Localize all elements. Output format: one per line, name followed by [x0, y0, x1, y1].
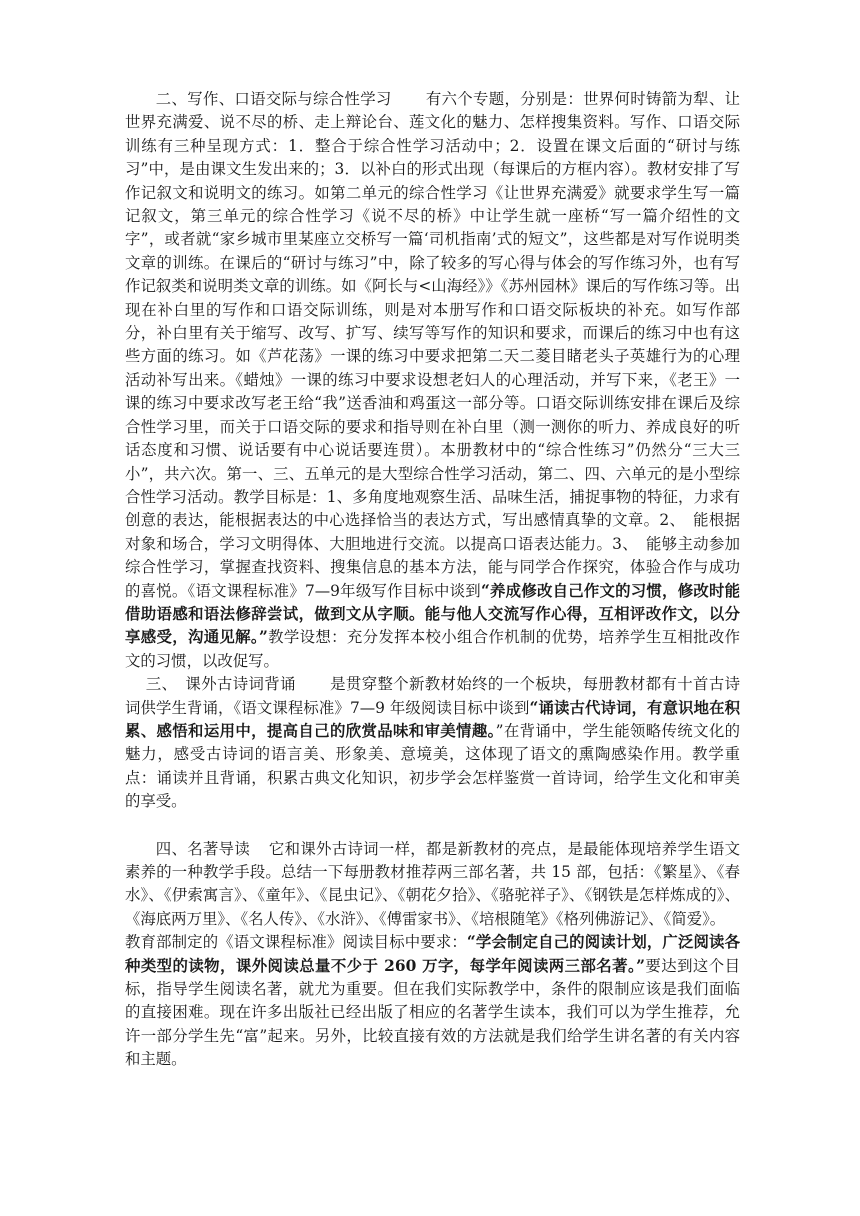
section-2-heading: 二、写作、口语交际与综合性学习: [155, 90, 392, 108]
section-3-after-quote: ”在背诵中，学生能领略传统文化的魅力，感受古诗词的语言美、形象美、意境美，这体现了语文的熏陶感染作用。教学重点：诵读并且背诵，积累古典文化知识，初步学会怎样鉴赏一首诗词，给学生文化和审美的享受。: [125, 721, 740, 811]
document-page: [125, 88, 740, 1072]
section-4-body: 它和课外古诗词一样，都是新教材的亮点，是最能体现培养学生语文素养的一种教学手段。总结一下每册教材推荐两三部名著，共 15 部，包括：《繁星》、《春水》、《伊索寓言》、《童年》、《昆虫记》、《朝花夕拾》、《骆驼祥子》、《钢铁是怎样炼成的》、《海底两万里》、《名人传》、《水浒》、《傅雷家书》、《培根随笔》《格列佛游记》、《简爱》。: [125, 839, 740, 928]
section-2-teaching-idea: 教学设想：充分发挥本校小组合作机制的优势，培养学生互相批改作文的习惯，以改促写。: [125, 628, 740, 670]
section-2-paragraph: [125, 88, 740, 673]
section-4-heading: 四、名著导读: [155, 839, 251, 858]
section-3-body: 是贯穿整个新教材始终的一个板块，每册教材都有十首古诗词供学生背诵，《语文课程标准》7—9 年级阅读目标中谈到: [125, 675, 740, 717]
section-3-standard-quote: “诵读古代诗词，有意识地在积累、感悟和运用中，提高自己的欣赏品味和审美情趣。: [125, 698, 740, 740]
blank-line: [125, 814, 740, 838]
section-4-standard-paragraph: [125, 931, 740, 1071]
section-3-heading: 三、 课外古诗词背诵: [145, 675, 296, 694]
section-3-paragraph: [125, 673, 740, 813]
section-2-standard-quote: “养成修改自己作文的习惯，修改时能借助语感和语法修辞尝试，做到文从字顺。能与他人交流写作心得，互相评改作文，以分享感受，沟通见解。”: [125, 581, 741, 647]
section-4-standard-quote: “学会制定自己的阅读计划，广泛阅读各种类型的读物，课外阅读总量不少于 260 万字，每学年阅读两三部名著。”: [125, 933, 740, 975]
section-2-body: 有六个专题，分别是：世界何时铸箭为犁、让世界充满爱、说不尽的桥、走上辩论台、莲文化的魅力、怎样搜集资料。写作、口语交际训练有三种呈现方式：1．整合于综合性学习活动中；2．设置在课文后面的“研讨与练习”中，是由课文生发出来的；3．以补白的形式出现（每课后的方框内容）。教材安排了写作记叙文和说明文的练习。如第二单元的综合性学习《让世界充满爱》就要求学生写一篇记叙文，第三单元的综合性学习《说不尽的桥》中让学生就一座桥“写一篇介绍性的文字”，或者就“家乡城市里某座立交桥写一篇‘司机指南’式的短文”，这些都是对写作说明类文章的训练。在课后的“研讨与练习”中，除了较多的写心得与体会的写作练习外，也有写作记叙类和说明类文章的训练。如《阿长与<山海经》》《苏州园林》课后的写作练习等。出现在补白里的写作和口语交际训练，则是对本册写作和口语交际板块的补充。如写作部分，补白里有关于缩写、改写、扩写、续写等写作的知识和要求，而课后的练习中也有这些方面的练习。如《芦花荡》一课的练习中要求把第二天二菱目睹老头子英雄行为的心理活动补写出来。《蜡烛》一课的练习中要求设想老妇人的心理活动，并写下来，《老王》一课的练习中要求改写老王给“我”送香油和鸡蛋这一部分等。口语交际训练安排在课后及综合性学习里，而关于口语交际的要求和指导则在补白里（测一测你的听力、养成良好的听话态度和习惯、说话要有中心说话要连贯）。本册教材中的“综合性练习”仍然分“三大三小”，共六次。第一、三、五单元的是大型综合性学习活动，第二、四、六单元的是小型综合性学习活动。教学目标是：1、多角度地观察生活、品味生活，捕捉事物的特征，力求有创意的表达，能根据表达的中心选择恰当的表达方式，写出感情真挚的文章。2、 能根据对象和场合，学习文明得体、大胆地进行交流。以提高口语表达能力。3、 能够主动参加综合性学习，掌握查找资料、搜集信息的基本方法，能与同学合作探究，体验合作与成功的喜悦。《语文课程标准》7—9年级写作目标中谈到: [125, 90, 740, 600]
section-4-paragraph: [125, 838, 740, 932]
section-4-standard-lead: 教育部制定的《语文课程标准》阅读目标中要求：: [125, 933, 467, 952]
section-4-standard-tail: 要达到这个目标，指导学生阅读名著，就尤为重要。但在我们实际教学中，条件的限制应该是我们面临的直接困难。现在许多出版社已经出版了相应的名著学生读本，我们可以为学生推荐，允许一部分学生先“富”起来。另外，比较直接有效的方法就是我们给学生讲名著的有关内容和主题。: [125, 956, 740, 1069]
